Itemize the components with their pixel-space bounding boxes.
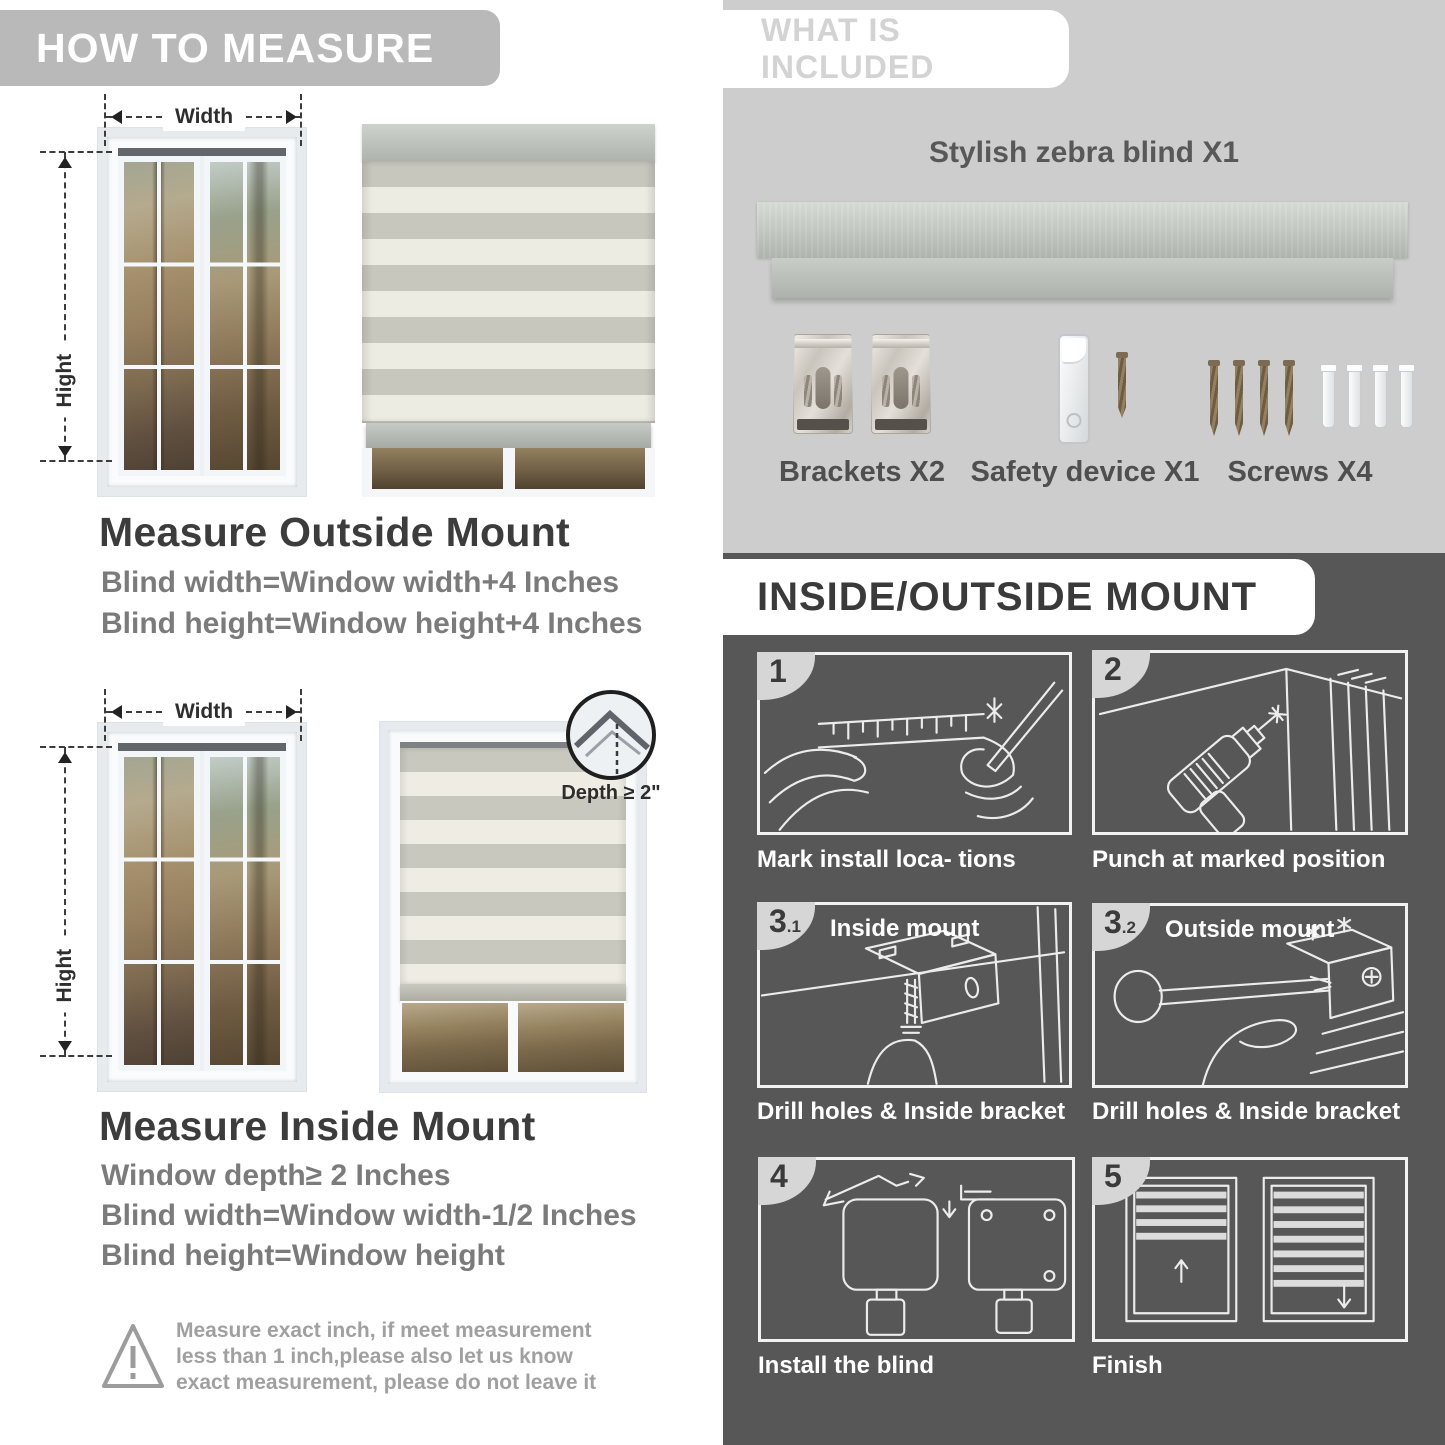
outside-mount-line1: Blind width=Window width+4 Inches xyxy=(101,566,620,599)
dimension-tick xyxy=(104,94,106,146)
blind-headrail xyxy=(362,124,655,161)
blind-headrail-product xyxy=(757,202,1408,258)
dimension-tick xyxy=(40,460,112,462)
window-glass-right xyxy=(204,156,286,476)
what-is-included-header: WHAT IS INCLUDED xyxy=(723,10,1069,88)
window-photo xyxy=(515,448,646,489)
screw-icon xyxy=(1283,360,1295,436)
step-panel-1 xyxy=(757,652,1072,835)
warning-text: Measure exact inch, if meet measurement less than 1 inch,please also let us know exact measurement, please do not leave it xyxy=(176,1319,597,1394)
depth-note: Depth ≥ 2" xyxy=(561,782,661,804)
screw-icon xyxy=(1233,360,1245,436)
screw-icon xyxy=(1258,360,1270,436)
window-photo xyxy=(518,1003,624,1072)
step-number-badge: 5 xyxy=(1092,1157,1150,1205)
step-number-badge: 3.1 xyxy=(757,902,815,950)
inside-mount-line3: Blind height=Window height xyxy=(101,1239,505,1272)
height-label: Hight xyxy=(53,939,77,1013)
screws-graphic xyxy=(1208,360,1413,436)
step-number-badge: 2 xyxy=(1092,650,1150,698)
drill-illustration xyxy=(1095,653,1405,832)
screw-icon xyxy=(1116,352,1128,444)
screws-label: Screws X4 xyxy=(1227,456,1373,488)
wall-anchor-icon xyxy=(1322,370,1335,428)
wall-anchor-icon xyxy=(1348,370,1361,428)
finished-blinds-illustration xyxy=(1095,1160,1405,1339)
window-frame xyxy=(107,137,297,487)
blind-bottom-rail xyxy=(366,423,651,448)
window-photo xyxy=(372,448,503,489)
window-glass-right xyxy=(204,751,286,1071)
window-top-rail xyxy=(118,148,286,156)
step-3-1-caption: Drill holes & Inside bracket xyxy=(757,1098,1066,1125)
wall-anchor-icon xyxy=(1400,370,1413,428)
screw-icon xyxy=(1208,360,1220,436)
step-4-caption: Install the blind xyxy=(758,1352,935,1379)
install-blind-illustration xyxy=(761,1160,1072,1339)
step-panel-3-1 xyxy=(757,902,1072,1088)
bracket-icon xyxy=(793,334,853,434)
inside-mount-title: Measure Inside Mount xyxy=(99,1103,536,1149)
inside-mount-line1: Window depth≥ 2 Inches xyxy=(101,1159,451,1192)
step-panel-5 xyxy=(1092,1157,1408,1342)
window-glass-left xyxy=(118,751,200,1071)
dimension-tick xyxy=(40,746,112,748)
brackets-label: Brackets X2 xyxy=(778,456,946,488)
blind-zebra-fabric xyxy=(362,161,655,423)
step-5-caption: Finish xyxy=(1092,1352,1163,1379)
outside-mount-title: Measure Outside Mount xyxy=(99,509,571,555)
dimension-tick xyxy=(300,689,302,741)
window-photo-outside xyxy=(98,128,306,496)
warning-triangle-icon xyxy=(100,1320,166,1394)
blind-bottom-rail xyxy=(400,984,626,1001)
height-dimension-arrow xyxy=(53,152,76,462)
safety-device-icon xyxy=(1058,334,1090,444)
width-dimension-arrow xyxy=(106,105,302,128)
measuring-tape-illustration xyxy=(760,655,1069,832)
wall-anchor-icon xyxy=(1374,370,1387,428)
window-sashes xyxy=(118,156,286,476)
width-dimension-arrow xyxy=(106,700,302,723)
product-title: Stylish zebra blind X1 xyxy=(928,136,1240,169)
step-panel-3-2 xyxy=(1092,903,1408,1088)
height-label: Hight xyxy=(53,344,77,418)
depth-magnifier-icon xyxy=(566,690,656,780)
window-frame xyxy=(107,732,297,1082)
window-photo xyxy=(402,1003,508,1072)
dimension-tick xyxy=(40,1055,112,1057)
dimension-tick xyxy=(40,151,112,153)
dimension-tick xyxy=(104,689,106,741)
safety-device-label: Safety device X1 xyxy=(970,456,1200,488)
step-number-badge: 1 xyxy=(757,652,815,700)
zebra-blind-outside-mount xyxy=(362,124,655,497)
step-1-caption: Mark install loca- tions xyxy=(757,846,1016,873)
blind-headrail-product-lower xyxy=(772,258,1393,298)
window-glass-left xyxy=(118,156,200,476)
step-panel-2 xyxy=(1092,650,1408,835)
inside-mount-line2: Blind width=Window width-1/2 Inches xyxy=(101,1199,637,1232)
step-2-caption: Punch at marked position xyxy=(1092,846,1386,873)
window-below-blind xyxy=(400,1001,626,1072)
step-panel-4 xyxy=(758,1157,1075,1342)
outside-mount-label: Outside mount xyxy=(1165,916,1335,943)
step-number-badge: 4 xyxy=(758,1157,816,1205)
window-sashes xyxy=(118,751,286,1071)
inside-outside-mount-header: INSIDE/OUTSIDE MOUNT xyxy=(723,559,1315,635)
bracket-icon xyxy=(871,334,931,434)
how-to-measure-header: HOW TO MEASURE xyxy=(0,10,500,86)
brackets-graphic xyxy=(782,334,942,434)
window-top-rail xyxy=(118,743,286,751)
step-number-badge: 3.2 xyxy=(1092,903,1150,951)
width-label: Width xyxy=(163,698,245,726)
dimension-tick xyxy=(300,94,302,146)
width-label: Width xyxy=(163,103,245,131)
outside-mount-line2: Blind height=Window height+4 Inches xyxy=(101,607,643,640)
height-dimension-arrow xyxy=(53,747,76,1057)
window-photo-inside xyxy=(98,723,306,1091)
window-below-blind xyxy=(362,448,655,497)
safety-device-graphic xyxy=(1058,334,1128,444)
step-3-2-caption: Drill holes & Inside bracket xyxy=(1092,1098,1401,1125)
inside-mount-label: Inside mount xyxy=(830,915,980,942)
